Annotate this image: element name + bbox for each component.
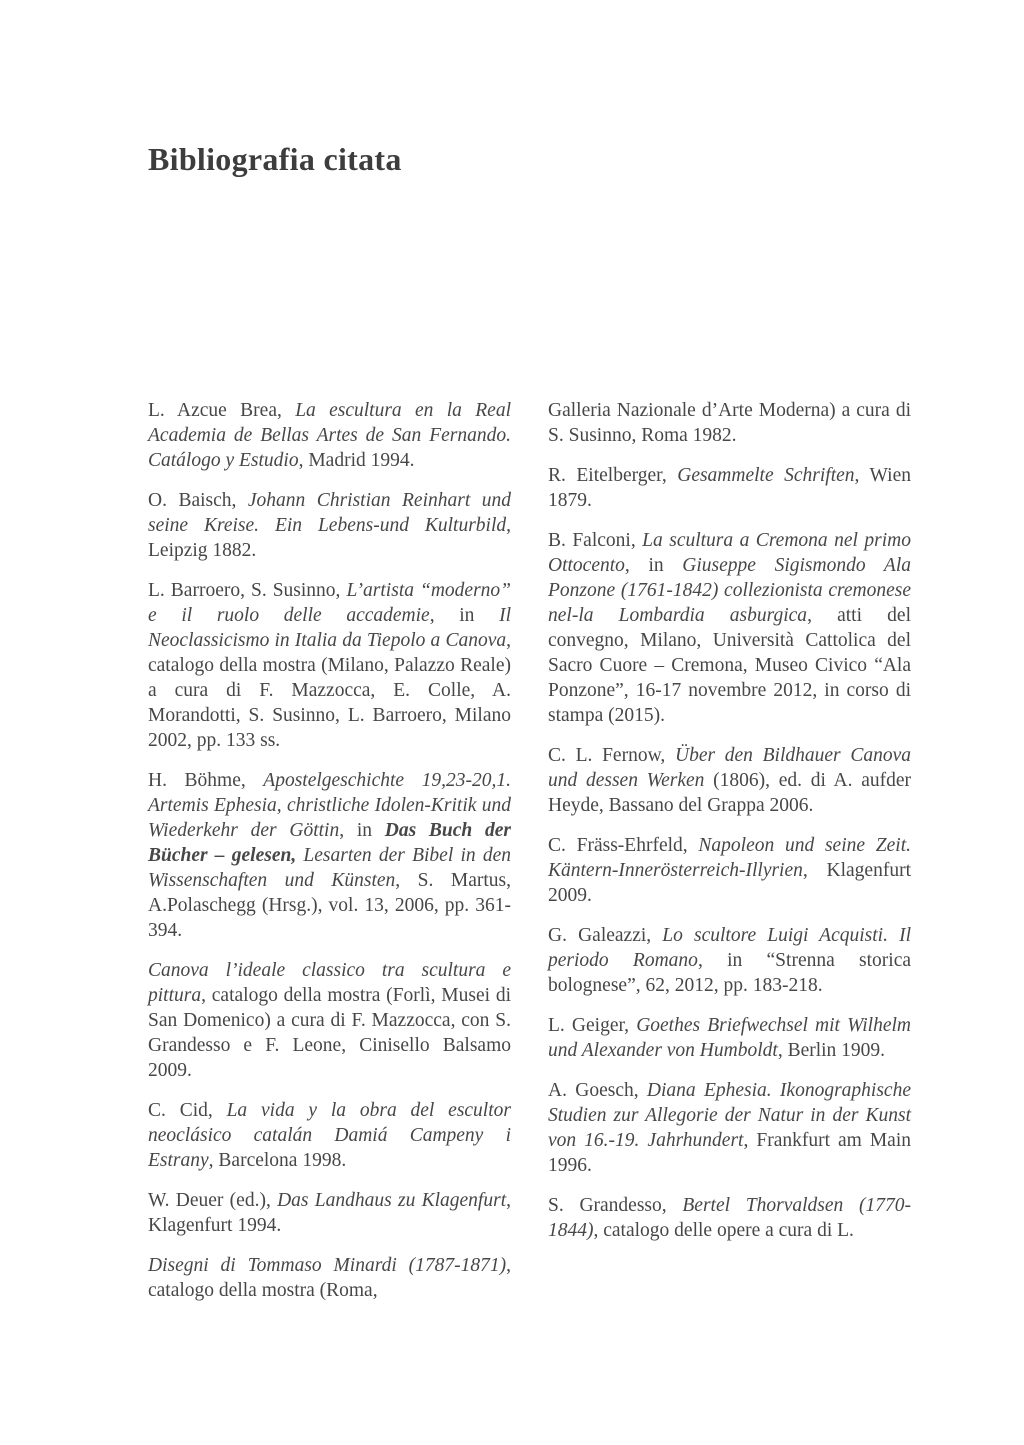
entry-text: O. Baisch, — [148, 490, 248, 511]
entry-text: Galleria Nazionale d’Arte Moderna) a cura di S. Susinno, Roma 1982. — [548, 400, 911, 446]
two-column-layout — [148, 398, 911, 1303]
bibliography-entry — [548, 923, 911, 998]
entry-text: , Madrid 1994. — [298, 450, 415, 471]
entry-text: , in — [429, 605, 500, 626]
entry-text: G. Galeazzi, — [548, 925, 663, 946]
bibliography-entry — [548, 528, 911, 728]
bibliography-entry — [148, 1188, 511, 1238]
entry-text: , Klagenfurt 2009. — [548, 860, 911, 906]
entry-title: Bertel Thorvaldsen (1770-1844) — [548, 1195, 911, 1241]
bibliography-entry — [148, 1098, 511, 1173]
bibliography-entry — [548, 463, 911, 513]
bibliography-entry — [548, 833, 911, 908]
entry-title: Disegni di Tommaso Minardi (1787-1871) — [148, 1255, 507, 1276]
entry-text: B. Falconi, — [548, 530, 643, 551]
entry-text: H. Böhme, — [148, 770, 264, 791]
entry-title: Canova l’ideale classico tra scultura e pittura — [148, 960, 511, 1006]
page-title: Bibliografia citata — [148, 141, 402, 177]
entry-title: Diana Ephesia. Ikonographische Studien zur Allegorie der Natur in der Kunst von 16.-19. Jahrhundert — [548, 1080, 911, 1151]
left-column — [148, 398, 511, 1303]
entry-text: S. Grandesso, — [548, 1195, 683, 1216]
entry-text: C. Fräss-Ehrfeld, — [548, 835, 699, 856]
entry-text: L. Azcue Brea, — [148, 400, 296, 421]
bibliography-entry — [148, 768, 511, 943]
entry-text: , in — [624, 555, 683, 576]
bibliography-entry — [148, 958, 511, 1083]
entry-text: W. Deuer (ed.), — [148, 1190, 278, 1211]
bibliography-entry — [548, 743, 911, 818]
entry-text: , in “Strenna storica bolognese”, 62, 2012, pp. 183-218. — [548, 950, 911, 996]
entry-title: Lo scultore Luigi Acquisti. Il periodo Romano — [548, 925, 911, 971]
entry-title: La vida y la obra del escultor neoclásico catalán Damiá Campeny i Estrany — [148, 1100, 511, 1171]
entry-text: , Berlin 1909. — [777, 1040, 886, 1061]
entry-title: Giuseppe Sigismondo Ala Ponzone (1761-1842) collezionista cremonese nel-la Lombardia asburgica — [548, 555, 911, 626]
entry-text: C. Cid, — [148, 1100, 227, 1121]
bibliography-entry — [148, 488, 511, 563]
entry-text: , Leipzig 1882. — [148, 515, 511, 561]
entry-title: Das Landhaus zu Klagenfurt — [277, 1190, 507, 1211]
entry-text: , catalogo della mostra (Roma, — [148, 1255, 511, 1301]
entry-title: Il Neoclassicismo in Italia da Tiepolo a Canova — [148, 605, 512, 651]
entry-text: , S. Martus, A.Polaschegg (Hrsg.), vol. 13, 2006, pp. 361-394. — [148, 870, 511, 941]
entry-title: Über den Bildhauer Canova und dessen Werken — [548, 745, 911, 791]
entry-text: , Klagenfurt 1994. — [148, 1190, 511, 1236]
entry-text: L. Barroero, S. Susinno, — [148, 580, 347, 601]
entry-text: , in — [339, 820, 385, 841]
entry-text: , catalogo delle opere a cura di L. — [593, 1220, 854, 1241]
entry-title: Lesarten der Bibel in den Wissenschaften und Künsten — [148, 845, 511, 891]
bibliography-entry — [548, 1193, 911, 1243]
entry-text: , Barcelona 1998. — [208, 1150, 347, 1171]
entry-text: , atti del convegno, Milano, Università Cattolica del Sacro Cuore – Cremona, Museo Civico “Ala Ponzone”, 16-17 novembre 2012, in corso di stampa (2015). — [548, 605, 911, 726]
entry-title: L’artista “moderno” e il ruolo delle accademie — [148, 580, 512, 626]
entry-text: , Frankfurt am Main 1996. — [548, 1130, 911, 1176]
entry-title: Napoleon und seine Zeit. Käntern-Innerösterreich-Illyrien — [548, 835, 911, 881]
entry-title: Goethes Briefwechsel mit Wilhelm und Alexander von Humboldt — [548, 1015, 911, 1061]
bibliography-entry — [148, 578, 511, 753]
entry-title: Das Buch der Bücher – gelesen, — [148, 820, 511, 866]
entry-title: Apostelgeschichte 19,23-20,1. Artemis Ephesia, christliche Idolen-Kritik und Wiederkehr der Göttin — [148, 770, 511, 841]
entry-title: Johann Christian Reinhart und seine Kreise. Ein Lebens-und Kulturbild — [148, 490, 511, 536]
bibliography-entry — [148, 1253, 511, 1303]
entry-text: , catalogo della mostra (Milano, Palazzo Reale) a cura di F. Mazzocca, E. Colle, A. Morandotti, S. Susinno, L. Barroero, Milano 2002, pp. 133 ss. — [148, 630, 511, 751]
entry-title: La escultura en la Real Academia de Bellas Artes de San Fernando. Catálogo y Estudio — [148, 400, 511, 471]
entry-text: A. Goesch, — [548, 1080, 647, 1101]
entry-text: R. Eitelberger, — [548, 465, 678, 486]
bibliography-page — [148, 140, 911, 1303]
entry-text: (1806), ed. di A. aufder Heyde, Bassano del Grappa 2006. — [548, 770, 911, 816]
entry-text: , Wien 1879. — [548, 465, 911, 511]
bibliography-entry — [548, 1013, 911, 1063]
entry-title: Gesammelte Schriften — [677, 465, 855, 486]
entry-text: , catalogo della mostra (Forlì, Musei di San Domenico) a cura di F. Mazzocca, con S. Grandesso e F. Leone, Cinisello Balsamo 2009. — [148, 985, 511, 1081]
bibliography-entry — [548, 398, 911, 448]
bibliography-entry — [148, 398, 511, 473]
bibliography-entry — [548, 1078, 911, 1178]
entry-text: C. L. Fernow, — [548, 745, 675, 766]
entry-title: La scultura a Cremona nel primo Ottocento — [548, 530, 911, 576]
right-column — [548, 398, 911, 1303]
entry-text: L. Geiger, — [548, 1015, 637, 1036]
